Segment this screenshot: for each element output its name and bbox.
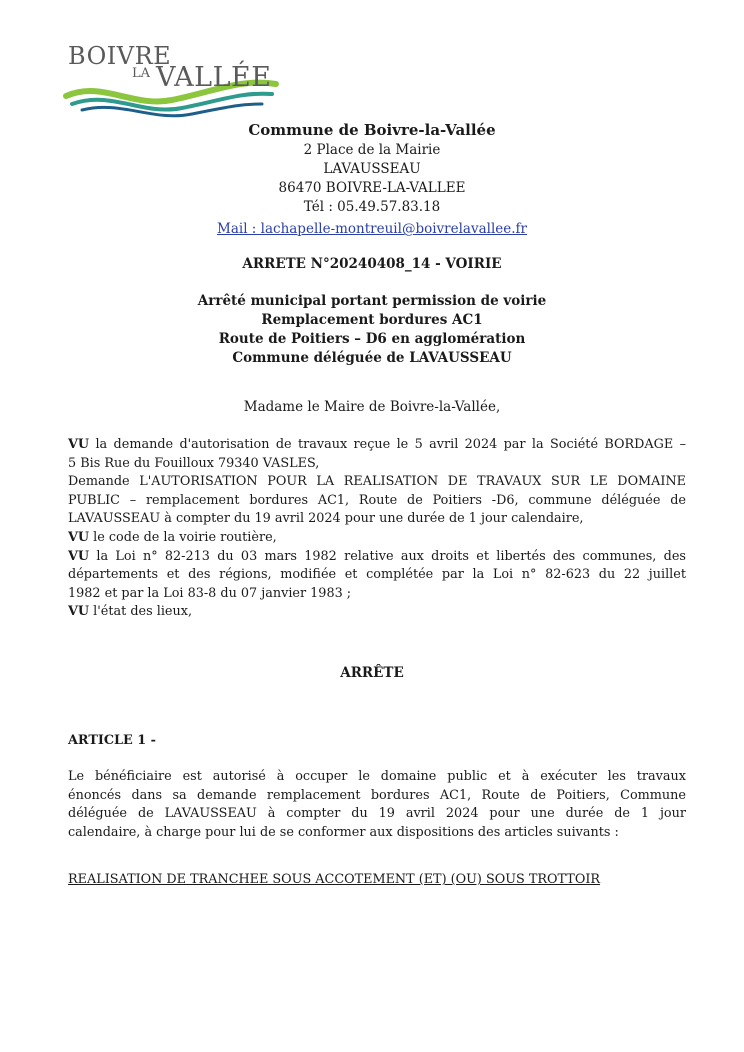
article-line: déléguée de LAVAUSSEAU à compter du 19 avril 2024 pour une durée de 1 jour	[68, 806, 686, 822]
subject-line-2: Remplacement bordures AC1	[261, 312, 483, 328]
consideration-line: 5 Bis Rue du Fouilloux 79340 VASLES,	[68, 455, 320, 471]
logo-text-la: LA	[132, 66, 151, 81]
article-line: énoncés dans sa demande remplacement bordures AC1, Route de Poitiers, Commune	[68, 787, 686, 803]
consideration-line	[68, 529, 686, 548]
consideration-text: le code de la voirie routière,	[89, 529, 277, 545]
consideration-line: départements et des régions, modifiée et complétée par la Loi n° 82-623 du 22 juillet	[68, 567, 686, 583]
subject-line-1: Arrêté municipal portant permission de voirie	[197, 293, 547, 309]
mail-link[interactable]: Mail : lachapelle-montreuil@boivrelavallee.fr	[217, 221, 527, 237]
consideration-line: 1982 et par la Loi 83-8 du 07 janvier 1983 ;	[68, 585, 352, 601]
commune-name: Commune de Boivre-la-Vallée	[248, 121, 496, 139]
phone-number: Tél : 05.49.57.83.18	[303, 199, 441, 215]
salutation: Madame le Maire de Boivre-la-Vallée,	[243, 399, 501, 415]
article-line: calendaire, à charge pour lui de se conformer aux dispositions des articles suivants :	[68, 824, 619, 840]
address-line-2: LAVAUSSEAU	[323, 161, 421, 177]
address-line-3: 86470 BOIVRE-LA-VALLEE	[278, 180, 466, 196]
consideration-line	[68, 436, 686, 455]
consideration-line: PUBLIC – remplacement bordures AC1, Route de Poitiers -D6, commune déléguée de	[68, 492, 686, 508]
consideration-line: Demande L'AUTORISATION POUR LA REALISATION DE TRAVAUX SUR LE DOMAINE	[68, 474, 686, 490]
logo-text-vallee: VALLÉE	[156, 62, 272, 93]
consideration-text: la Loi n° 82-213 du 03 mars 1982 relative aux droits et libertés des communes, des	[89, 548, 686, 564]
consideration-text: l'état des lieux,	[89, 604, 193, 620]
subject-line-3: Route de Poitiers – D6 en agglomération	[218, 331, 526, 347]
consideration-line	[68, 603, 686, 622]
article-1-body	[68, 768, 686, 842]
vu-label: VU	[68, 529, 90, 545]
commune-logo	[62, 38, 282, 120]
section-title: REALISATION DE TRANCHEE SOUS ACCOTEMENT (ET) (OU) SOUS TROTTOIR	[68, 872, 601, 887]
subject-line-4: Commune déléguée de LAVAUSSEAU	[232, 350, 512, 366]
consideration-line: LAVAUSSEAU à compter du 19 avril 2024 pour une durée de 1 jour calendaire,	[68, 511, 584, 527]
vu-label: VU	[68, 548, 90, 564]
arrete-heading: ARRÊTE	[340, 665, 404, 681]
vu-label: VU	[68, 437, 90, 452]
consideration-line	[68, 548, 686, 567]
article-line: Le bénéficiaire est autorisé à occuper le domaine public et à exécuter les travaux	[68, 769, 686, 784]
article-1-title: ARTICLE 1 -	[68, 733, 156, 748]
considerations	[68, 436, 686, 622]
consideration-text: la demande d'autorisation de travaux reçue le 5 avril 2024 par la Société BORDAGE –	[89, 437, 686, 452]
address-line-1: 2 Place de la Mairie	[303, 142, 441, 158]
logo-text-boivre: BOIVRE	[68, 42, 172, 70]
vu-label: VU	[68, 604, 90, 620]
arrete-number: ARRETE N°20240408_14 - VOIRIE	[242, 256, 502, 272]
